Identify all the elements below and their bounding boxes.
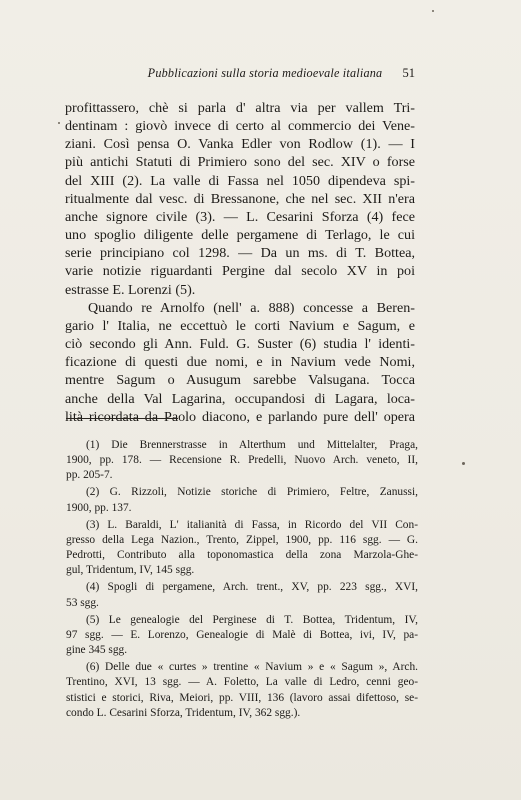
- paper-speck: [58, 122, 60, 124]
- paper-speck: [462, 462, 465, 465]
- main-text: [65, 99, 415, 426]
- text-line: gario l' Italia, ne eccettuò le corti Navium e Sagum, e: [65, 317, 415, 334]
- footnote-line: gresso della Lega Nazion., Trento, Zippel, 1900, pp. 116 sgg. — G.: [66, 533, 418, 546]
- footnote-line: 1900, pp. 178. — Recensione R. Predelli, Nuovo Arch. veneto, II,: [66, 454, 418, 467]
- footnote-2: [66, 485, 418, 515]
- text-line: estrasse E. Lorenzi (5).: [65, 281, 196, 298]
- text-line: profittassero, chè si parla d' altra via per vallem Tri-: [65, 100, 415, 116]
- footnote-line: 97 sgg. — E. Lorenzo, Genealogie di Malè di Bottea, ivi, IV, pa-: [66, 628, 418, 641]
- footnote-4: [66, 580, 418, 610]
- paragraph-1: [65, 99, 415, 299]
- footnote-1: [66, 438, 418, 483]
- footnote-line: Trentino, XVI, 13 sgg. — A. Foletto, La valle di Ledro, cenni geo-: [66, 676, 418, 689]
- text-line: mentre Sagum o Ausugum sarebbe Valsugana. Tocca: [65, 372, 415, 389]
- footnotes: [66, 438, 418, 723]
- footnote-3: [66, 518, 418, 579]
- text-line: Quando re Arnolfo (nell' a. 888) concesse a Beren-: [88, 299, 415, 316]
- footnote-line: gine 345 sgg.: [66, 644, 128, 657]
- text-line: ritualmente dal vesc. di Bressanone, che nel sec. XII n'era: [65, 190, 415, 207]
- footnote-line: (4) Spogli di pergamene, Arch. trent., XV, pp. 223 sgg., XVI,: [86, 581, 418, 594]
- text-line: ziani. Così pensa O. Vanka Edler von Rodlow (1). — I: [65, 136, 415, 153]
- paragraph-2: [65, 299, 415, 426]
- footnote-divider: [66, 418, 178, 419]
- footnote-line: (3) L. Baraldi, L' italianità di Fassa, in Ricordo del VII Con-: [86, 518, 418, 531]
- text-line: varie notizie riguardanti Pergine dal secolo XV in poi: [65, 263, 415, 280]
- footnote-6: [66, 660, 418, 721]
- text-line: dentinam : giovò invece di certo al commercio dei Vene-: [65, 118, 415, 135]
- text-line: ficazione di questi due nomi, e in Navium vede Nomi,: [65, 354, 415, 371]
- page-number: 51: [402, 66, 415, 80]
- text-line: lità ricordata da Paolo diacono, e parlando pure dell' opera: [65, 408, 415, 425]
- text-line: uno spoglio diligente delle pergamene di Terlago, le cui: [65, 227, 415, 244]
- footnote-line: (6) Delle due « curtes » trentine « Navium » e « Sagum », Arch.: [86, 661, 418, 674]
- text-line: ciò secondo gli Ann. Fuld. G. Suster (6) studia l' identi-: [65, 336, 415, 353]
- text-line: del XIII (2). La valle di Fassa nel 1050 dipendeva spi-: [65, 172, 415, 189]
- footnote-line: 53 sgg.: [66, 596, 99, 609]
- footnote-line: pp. 205-7.: [66, 469, 113, 482]
- footnote-line: condo L. Cesarini Sforza, Tridentum, IV, 362 sgg.).: [66, 706, 301, 719]
- footnote-line: stistici e storici, Riva, Meiori, pp. VIII, 136 (lavoro assai difettoso, se-: [66, 691, 418, 704]
- footnote-line: gul, Tridentum, IV, 145 sgg.: [66, 564, 195, 577]
- text-line: più antichi Statuti di Primiero sono del sec. XIV o forse: [65, 154, 415, 171]
- text-line: anche signore civile (3). — L. Cesarini Sforza (4) fece: [65, 208, 415, 225]
- paper-speck: [432, 10, 434, 12]
- footnote-line: (2) G. Rizzoli, Notizie storiche di Primiero, Feltre, Zanussi,: [86, 486, 418, 499]
- footnote-line: (5) Le genealogie del Perginese di T. Bottea, Tridentum, IV,: [86, 613, 418, 626]
- footnote-line: (1) Die Brennerstrasse in Alterthum und Mittelalter, Praga,: [86, 439, 418, 451]
- footnote-line: 1900, pp. 137.: [66, 501, 132, 514]
- footnote-line: Pedrotti, Contributo alla toponomastica della zona Marzola-Ghe-: [66, 549, 418, 562]
- text-line: anche della Val Lagarina, occupandosi di Lagara, loca-: [65, 390, 415, 407]
- footnote-5: [66, 613, 418, 658]
- text-line: serie principiano col 1298. — Da un ms. di T. Bottea,: [65, 245, 415, 262]
- running-header: Pubblicazioni sulla storia medioevale italiana: [147, 66, 383, 80]
